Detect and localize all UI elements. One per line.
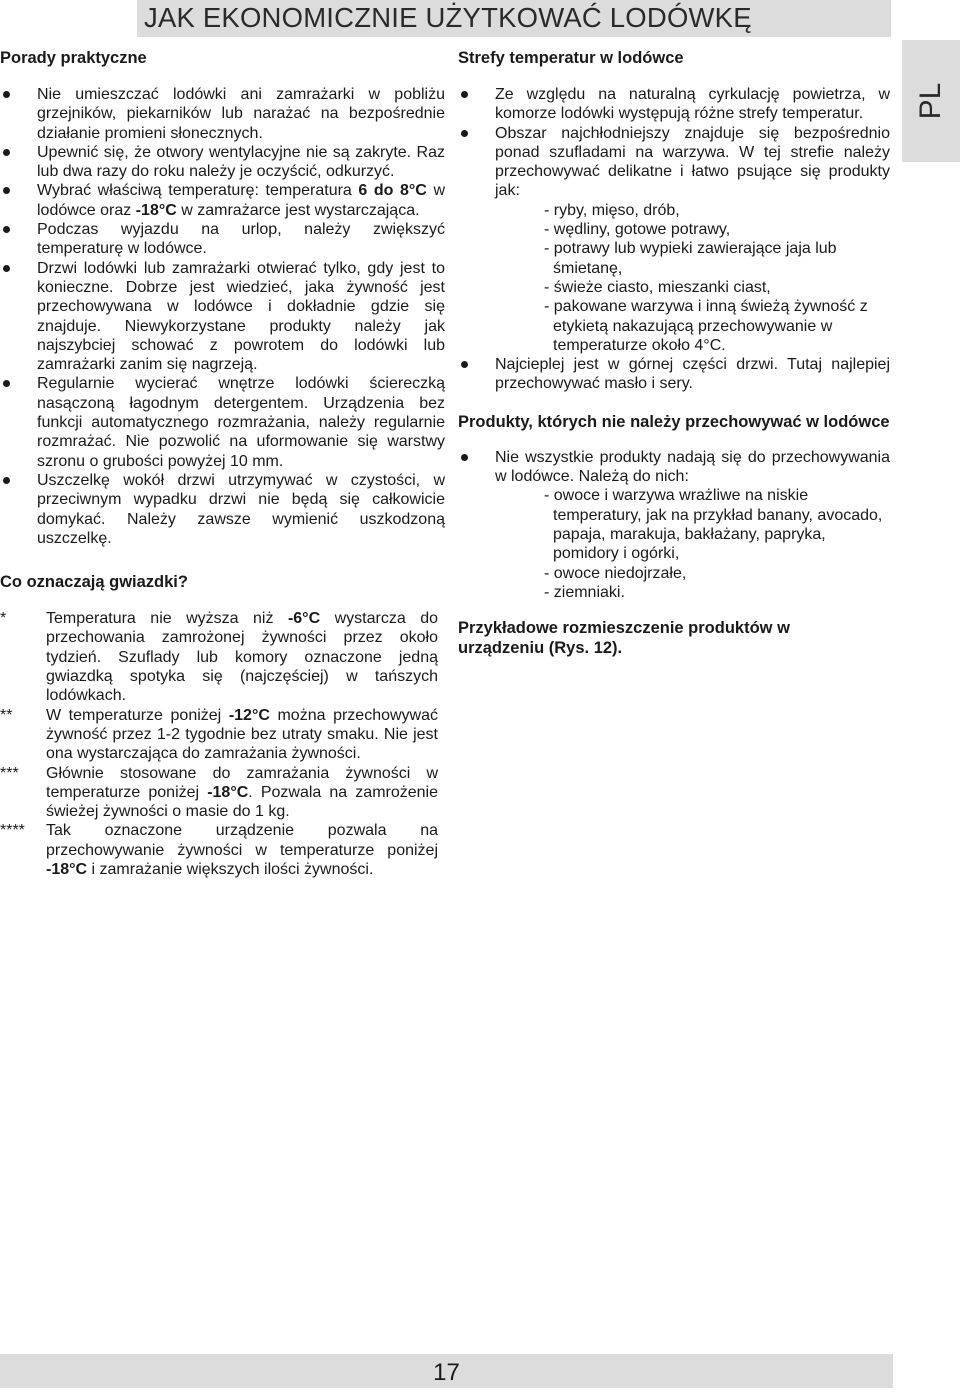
products-heading: Produkty, których nie należy przechowywać w lodówce [458,412,890,431]
list-item: Nie wszystkie produkty nadają się do przechowywania w lodówce. Należą do nich: - owoce i warzywa wrażliwe na niskie temperatury, jak na przykład banany, avocado, papaja, marakuja, bakłażany, papryka, pomidory i ogórki, - owoce niedojrzałe, - ziemniaki. [458,448,890,602]
list-item: Obszar najchłodniejszy znajduje się bezpośrednio ponad szufladami na warzywa. W tej strefie należy przechowywać delikatne i łatwo psujące się produkty jak: - ryby, mięso, drób, - wędliny, gotowe potrawy, - potrawy lub wypieki zawierające jaja lub śmietanę, - świeże ciasto, mieszanki ciast, - pakowane warzywa i inną świeżą żywność z etykietą nakazującą przechowywanie w temperaturze około 4°C. [458,124,890,356]
right-column [458,48,890,658]
left-column [0,48,445,879]
zones-list [458,85,890,394]
page-number: 17 [433,1359,460,1386]
sub-list [495,486,890,602]
list-item: Regularnie wycierać wnętrze lodówki ściereczką nasączoną łagodnym detergentem. Urządzenia bez funkcji automatycznego rozmrażania, należy regularnie rozmrażać. Nie pozwolić na uformowanie się warstwy szronu o grubości powyżej 10 mm. [0,374,445,470]
page-title: JAK EKONOMICZNIE UŻYTKOWAĆ LODÓWKĘ [144,2,752,33]
sub-list [495,201,890,355]
stars-heading: Co oznaczają gwiazdki? [0,573,188,592]
sub-list-item: - owoce i warzywa wrażliwe na niskie temperatury, jak na przykład banany, avocado, papaja, marakuja, bakłażany, papryka, pomidory i ogórki, [544,487,883,563]
language-tab [902,40,960,162]
list-item: Wybrać właściwą temperaturę: temperatura 6 do 8°C w lodówce oraz -18°C w zamrażarce jest wystarczająca. [0,181,445,220]
tips-heading: Porady praktyczne [0,49,147,67]
list-item: Najcieplej jest w górnej części drzwi. Tutaj najlepiej przechowywać masło i sery. [458,355,890,394]
list-item: *** Głównie stosowane do zamrażania żywności w temperaturze poniżej -18°C. Pozwala na zamrożenie świeżej żywności o masie do 1 kg. [0,764,439,821]
placement-heading: Przykładowe rozmieszczenie produktów w urządzeniu (Rys. 12). [458,619,790,658]
language-label: PL [914,82,947,120]
star-rating-2: ** [0,706,13,724]
sub-list-item: - świeże ciasto, mieszanki ciast, [544,278,771,296]
sub-list-item: - ziemniaki. [544,583,625,601]
list-item: Nie umieszczać lodówki ani zamrażarki w pobliżu grzejników, piekarników lub narażać na bezpośrednie działanie promieni słonecznych. [0,85,445,143]
star-rating-4: **** [0,822,25,840]
list-item: * Temperatura nie wyższa niż -6°C wystarcza do przechowania zamrożonej żywności przez około tydzień. Szuflady lub komory oznaczone jedną gwiazdką spotyka się (najczęściej) w tańszych lodówkach. [0,610,438,705]
list-item: Podczas wyjazdu na urlop, należy zwiększyć temperaturę w lodówce. [0,220,445,259]
sub-list-item: - wędliny, gotowe potrawy, [544,221,731,239]
star-rating-1: * [0,610,7,628]
sub-list-item: - pakowane warzywa i inną świeżą żywność z etykietą nakazującą przechowywanie w temperaturze około 4°C. [544,298,868,354]
sub-list-item: - owoce niedojrzałe, [544,564,687,582]
list-item: Upewnić się, że otwory wentylacyjne nie są zakryte. Raz lub dwa razy do roku należy je oczyścić, odkurzyć. [0,143,445,182]
list-item: Drzwi lodówki lub zamrażarki otwierać tylko, gdy jest to konieczne. Dobrze jest wiedzieć, jaka żywność jest przechowywana w lodówce i dokładnie gdzie się znajduje. Niewykorzystane produkty należy jak najszybciej schować z powrotem do lodówki lub zamrażarki zanim się nagrzeją. [0,259,445,375]
zones-heading: Strefy temperatur w lodówce [458,49,684,67]
sub-list-item: - potrawy lub wypieki zawierające jaja lub śmietanę, [544,240,837,277]
list-item: Ze względu na naturalną cyrkulację powietrza, w komorze lodówki występują różne strefy temperatur. [458,85,890,124]
list-item: Uszczelkę wokół drzwi utrzymywać w czystości, w przeciwnym wypadku drzwi nie będą się całkowicie domykać. Należy zawsze wymienić uszkodzoną uszczelkę. [0,471,445,548]
list-item: **** Tak oznaczone urządzenie pozwala na przechowywanie żywności w temperaturze poniżej -18°C i zamrażanie większych ilości żywności. [0,822,438,878]
list-item: ** W temperaturze poniżej -12°C można przechowywać żywność przez 1-2 tygodnie bez utraty smaku. Nie jest ona wystarczająca do zamrażania żywności. [0,706,439,763]
tips-list [0,85,445,548]
star-rating-3: *** [0,764,19,782]
products-list [458,448,890,602]
sub-list-item: - ryby, mięso, drób, [544,201,680,219]
stars-list [0,609,438,879]
